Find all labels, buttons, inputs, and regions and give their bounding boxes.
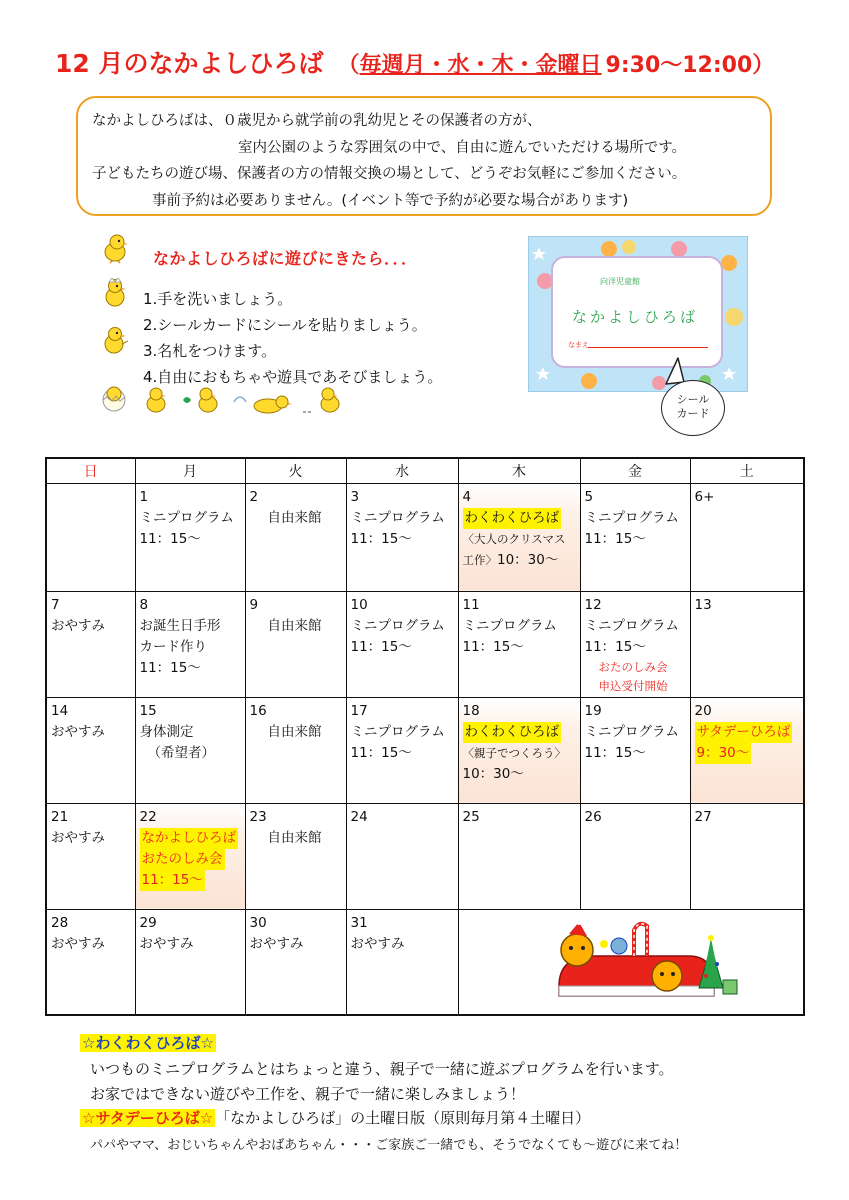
calendar-week: [46, 591, 804, 697]
day-time: 11：15〜: [584, 530, 646, 547]
day-event: ミニプログラム: [584, 509, 679, 526]
day-note: おたのしみ会: [598, 659, 668, 674]
calendar-week: [46, 803, 804, 909]
weekday-header-sat: 土: [690, 458, 804, 483]
day-cell: [346, 483, 458, 591]
day-event: ミニプログラム: [584, 723, 679, 740]
day-time-highlight: 11：15〜: [140, 870, 205, 891]
day-number: 18: [462, 702, 480, 719]
day-cell: [46, 909, 135, 1015]
day-number: 16: [249, 702, 267, 719]
waku-title: ☆わくわくひろば☆: [82, 1034, 214, 1052]
saturday-section-title: [80, 1107, 590, 1128]
day-number: 10: [350, 596, 368, 613]
day-event-highlight: おたのしみ会: [140, 849, 225, 870]
day-time: 11：15〜: [350, 638, 412, 655]
title-main: 12 月のなかよしひろば: [55, 49, 324, 78]
bubble-line: カード: [676, 407, 710, 420]
day-event: ミニプログラム: [139, 509, 234, 526]
day-number: 15: [139, 702, 157, 719]
day-event: ミニプログラム: [584, 617, 679, 634]
day-event: カード作り: [139, 638, 207, 655]
day-event-detail: 工作〉: [462, 552, 497, 567]
day-time: 11：15〜: [584, 744, 646, 761]
calendar-week: [46, 697, 804, 803]
saturday-desc: 「なかよしひろば」の土曜日版（原則毎月第４土曜日）: [215, 1109, 591, 1127]
visit-step: 4.自由におもちゃや遊具であそびましょう。: [143, 368, 443, 386]
day-time: 11：15〜: [139, 659, 201, 676]
day-number: 19: [584, 702, 602, 719]
day-time: 11：15〜: [350, 744, 412, 761]
day-cell: [690, 591, 804, 697]
day-time-highlight: 9：30〜: [695, 743, 752, 764]
day-number: 8: [139, 596, 149, 613]
intro-line-1: なかよしひろばは、０歳児から就学前の乳幼児とその保護者の方が、: [92, 113, 542, 129]
bubble-line: シール: [676, 393, 710, 406]
day-number: 24: [350, 808, 368, 825]
weekday-header-mon: 月: [135, 458, 245, 483]
day-time: 10：30〜: [462, 765, 524, 782]
day-cell-special: [458, 697, 580, 803]
chick-icon: [100, 276, 130, 308]
day-time: 11：15〜: [350, 530, 412, 547]
card-name-line: [588, 347, 708, 348]
saturday-desc-line: パパやママ、おじいちゃんやおばあちゃん・・・ご家族ご一緒でも、そうでなくても〜遊びに来てね！: [90, 1138, 688, 1153]
visit-title: なかよしひろばに遊びにきたら．．．: [153, 249, 418, 268]
day-time: 11：15〜: [139, 530, 201, 547]
day-number: 6+: [694, 488, 715, 505]
day-event: お誕生日手形: [139, 617, 221, 634]
day-event: 自由来館: [267, 829, 322, 846]
day-number: 27: [694, 808, 712, 825]
day-event: ミニプログラム: [350, 509, 445, 526]
day-cell: [580, 483, 690, 591]
day-closed: おやすみ: [51, 617, 105, 634]
day-number: 23: [249, 808, 267, 825]
day-cell: [245, 591, 346, 697]
intro-line-2: 室内公園のような雰囲気の中で、自由に遊んでいただける場所です。: [238, 139, 687, 156]
christmas-illustration-icon: [539, 916, 739, 1006]
intro-box: [76, 96, 772, 216]
day-number: 9: [249, 596, 259, 613]
day-number: 26: [584, 808, 602, 825]
day-cell: [46, 591, 135, 697]
day-cell: [135, 697, 245, 803]
title-paren: （: [337, 53, 360, 78]
day-number: 30: [249, 914, 267, 931]
day-time: 10：30〜: [497, 551, 559, 568]
calendar: [45, 457, 805, 1016]
day-cell: [458, 803, 580, 909]
day-cell-empty: [46, 483, 135, 591]
chick-icon: [100, 324, 130, 356]
weekday-header-wed: 水: [346, 458, 458, 483]
day-event: （希望者）: [147, 744, 215, 761]
day-closed: おやすみ: [350, 935, 405, 952]
weekday-header-fri: 金: [580, 458, 690, 483]
day-cell: [580, 591, 690, 697]
day-event-detail: 〈親子でつくろう〉: [462, 745, 566, 760]
calendar-week: [46, 909, 804, 1015]
day-cell: [690, 483, 804, 591]
title-days: 毎週月・水・木・金曜日: [359, 53, 602, 78]
day-number: 28: [51, 914, 69, 931]
weekday-header-tue: 火: [245, 458, 346, 483]
saturday-title: ☆サタデーひろば☆: [82, 1109, 214, 1127]
day-number: 2: [249, 488, 259, 505]
day-event: 身体測定: [139, 723, 194, 740]
day-number: 21: [51, 808, 69, 825]
day-number: 3: [350, 488, 360, 505]
day-event: 自由来館: [267, 509, 322, 526]
day-number: 20: [694, 702, 712, 719]
day-number: 31: [350, 914, 368, 931]
intro-line-3: 子どもたちの遊び場、保護者の方の情報交換の場として、どうぞお気軽にご参加ください。: [92, 166, 687, 182]
day-cell: [580, 803, 690, 909]
weekday-header-thu: 木: [458, 458, 580, 483]
day-closed: おやすみ: [51, 935, 105, 952]
day-number: 22: [139, 808, 157, 825]
waku-desc-line: いつものミニプログラムとはちょっと違う、親子で一緒に遊ぶプログラムを行います。: [90, 1060, 674, 1078]
christmas-illustration-cell: [458, 909, 804, 1015]
day-cell: [346, 803, 458, 909]
calendar-header-row: [46, 458, 804, 483]
day-cell-special: [135, 803, 245, 909]
day-cell: [245, 697, 346, 803]
day-cell: [135, 483, 245, 591]
day-number: 7: [51, 596, 60, 613]
day-cell: [46, 803, 135, 909]
day-event: 自由来館: [267, 723, 322, 740]
day-event: ミニプログラム: [350, 723, 445, 740]
day-cell: [135, 909, 245, 1015]
day-cell: [458, 591, 580, 697]
card-name: なかよしひろば: [572, 308, 699, 326]
calendar-week: [46, 483, 804, 591]
day-event: 自由来館: [267, 617, 322, 634]
day-note: 申込受付開始: [598, 678, 668, 693]
day-number: 17: [350, 702, 368, 719]
day-time: 11：15〜: [462, 638, 524, 655]
day-cell: [245, 909, 346, 1015]
day-closed: おやすみ: [249, 935, 304, 952]
day-cell: [346, 697, 458, 803]
visit-step: 1.手を洗いましょう。: [143, 290, 293, 308]
day-time: 11：15〜: [584, 638, 646, 655]
day-closed: おやすみ: [139, 935, 194, 952]
day-cell: [346, 909, 458, 1015]
day-cell-special: [690, 697, 804, 803]
day-event-highlight: わくわくひろば: [463, 508, 562, 529]
day-cell: [580, 697, 690, 803]
day-number: 11: [462, 596, 480, 613]
day-event-highlight: わくわくひろば: [463, 722, 562, 743]
day-closed: おやすみ: [51, 723, 105, 740]
day-event-highlight: サタデーひろば: [695, 722, 793, 743]
day-cell: [46, 697, 135, 803]
day-cell: [245, 803, 346, 909]
day-event: ミニプログラム: [350, 617, 445, 634]
visit-step: 2.シールカードにシールを貼りましょう。: [143, 316, 427, 334]
day-number: 25: [462, 808, 480, 825]
waku-desc-line: お家ではできない遊びや工作を、親子で一緒に楽しみましょう！: [90, 1085, 526, 1103]
day-event: ミニプログラム: [462, 617, 557, 634]
waku-section-title: [80, 1032, 216, 1053]
day-cell: [245, 483, 346, 591]
day-number: 14: [51, 702, 69, 719]
day-number: 1: [139, 488, 149, 505]
day-event-detail: 〈大人のクリスマス: [462, 531, 566, 546]
intro-line-4: 事前予約は必要ありません。(イベント等で予約が必要な場合があります): [152, 192, 629, 209]
weekday-header-sun: 日: [46, 458, 135, 483]
day-event-highlight: なかよしひろば: [140, 828, 239, 849]
day-cell: [346, 591, 458, 697]
page-title: [55, 44, 774, 80]
visit-step: 3.名札をつけます。: [143, 342, 277, 360]
day-closed: おやすみ: [51, 829, 105, 846]
card-org: 向洋児童館: [600, 277, 640, 286]
day-cell: [690, 803, 804, 909]
chick-icon: [100, 232, 130, 264]
day-number: 12: [584, 596, 602, 613]
bubble-text: [661, 393, 725, 421]
day-cell: [135, 591, 245, 697]
day-cell-special: [458, 483, 580, 591]
title-time: 9:30〜12:00）: [605, 53, 775, 78]
day-number: 4: [462, 488, 472, 505]
day-number: 29: [139, 914, 157, 931]
day-number: 13: [694, 596, 712, 613]
day-number: 5: [584, 488, 594, 505]
card-namae-label: なまえ: [568, 341, 589, 349]
